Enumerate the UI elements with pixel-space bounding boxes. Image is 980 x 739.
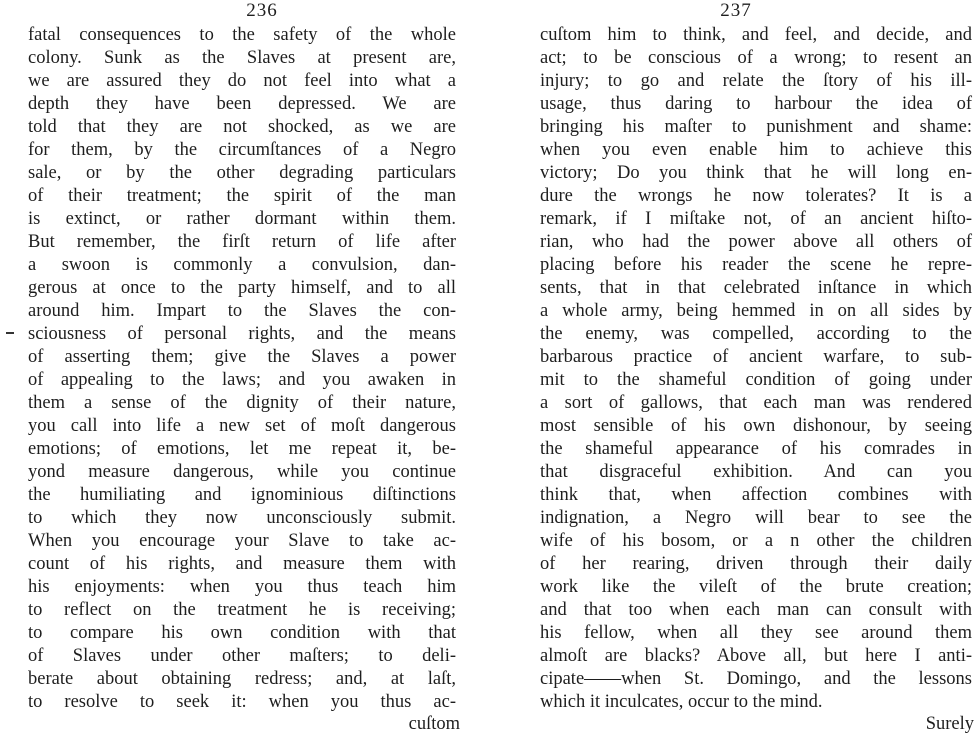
text-line: injury; to go and relate the ſtory of his ill- xyxy=(540,71,972,91)
left-page-text xyxy=(28,24,456,714)
right-catchword: Surely xyxy=(925,714,974,734)
text-line: the humiliating and ignominious diſtinctions xyxy=(28,485,456,505)
text-line: that disgraceful exhibition. And can you xyxy=(540,462,972,482)
text-line: placing before his reader the scene he repre- xyxy=(540,255,972,275)
text-line: almoſt are blacks? Above all, but here I anti- xyxy=(540,646,972,666)
text-line: think that, when affection combines with xyxy=(540,485,972,505)
text-line: usage, thus daring to harbour the idea of xyxy=(540,94,972,114)
left-page-number: 236 xyxy=(246,0,278,21)
text-line: to which they now unconsciously submit. xyxy=(28,508,456,528)
right-page-number: 237 xyxy=(720,0,752,21)
text-line: fatal consequences to the safety of the whole xyxy=(28,25,456,45)
text-line: the enemy, was compelled, according to the xyxy=(540,324,972,344)
text-line: indignation, a Negro will bear to see the xyxy=(540,508,972,528)
text-line: we are assured they do not feel into what a xyxy=(28,71,456,91)
text-line: colony. Sunk as the Slaves at present are, xyxy=(28,48,456,68)
text-line: mit to the shameful condition of going under xyxy=(540,370,972,390)
text-line: to resolve to seek it: when you thus ac- xyxy=(28,692,456,712)
text-line: them a sense of the dignity of their nature, xyxy=(28,393,456,413)
text-line: a sort of gallows, that each man was rendered xyxy=(540,393,972,413)
text-line: act; to be conscious of a wrong; to resent an xyxy=(540,48,972,68)
text-line: sale, or by the other degrading particulars xyxy=(28,163,456,183)
text-line: of their treatment; the spirit of the man xyxy=(28,186,456,206)
text-line: work like the vileſt of the brute creation; xyxy=(540,577,972,597)
text-line: told that they are not shocked, as we are xyxy=(28,117,456,137)
text-line: a whole army, being hemmed in on all sides by xyxy=(540,301,972,321)
text-line: to reflect on the treatment he is receiving; xyxy=(28,600,456,620)
text-line: is extinct, or rather dormant within them. xyxy=(28,209,456,229)
text-line: a swoon is commonly a convulsion, dan- xyxy=(28,255,456,275)
text-line: wife of his bosom, or a n other the children xyxy=(540,531,972,551)
text-line: barbarous practice of ancient warfare, to sub- xyxy=(540,347,972,367)
text-line: to compare his own condition with that xyxy=(28,623,456,643)
text-line: rian, who had the power above all others of xyxy=(540,232,972,252)
text-line: victory; Do you think that he will long en- xyxy=(540,163,972,183)
text-line: count of his rights, and measure them with xyxy=(28,554,456,574)
text-line: cipate——when St. Domingo, and the lessons xyxy=(540,669,972,689)
text-line: of her rearing, driven through their daily xyxy=(540,554,972,574)
text-line: the shameful appearance of his comrades in xyxy=(540,439,972,459)
text-line: bringing his maſter to punishment and shame: xyxy=(540,117,972,137)
text-line: When you encourage your Slave to take ac- xyxy=(28,531,456,551)
text-line: sciousness of personal rights, and the means xyxy=(28,324,456,344)
text-line: remark, if I miſtake not, of an ancient hiſto- xyxy=(540,209,972,229)
margin-dash-mark xyxy=(6,332,14,334)
text-line: you call into life a new set of moſt dangerous xyxy=(28,416,456,436)
right-page-text xyxy=(540,24,972,714)
text-line: cuſtom him to think, and feel, and decide, and xyxy=(540,25,972,45)
text-line: for them, by the circumſtances of a Negro xyxy=(28,140,456,160)
text-line: of Slaves under other maſters; to deli- xyxy=(28,646,456,666)
text-line: of asserting them; give the Slaves a power xyxy=(28,347,456,367)
text-line: dure the wrongs he now tolerates? It is a xyxy=(540,186,972,206)
text-line: gerous at once to the party himself, and to all xyxy=(28,278,456,298)
left-page xyxy=(28,0,460,739)
text-line: his enjoyments: when you thus teach him xyxy=(28,577,456,597)
text-line: his fellow, when all they see around them xyxy=(540,623,972,643)
text-line: But remember, the firſt return of life after xyxy=(28,232,456,252)
text-line: around him. Impart to the Slaves the con- xyxy=(28,301,456,321)
text-line: sents, that in that celebrated inſtance in which xyxy=(540,278,972,298)
text-line: of appealing to the laws; and you awaken in xyxy=(28,370,456,390)
text-line: berate about obtaining redress; and, at laſt, xyxy=(28,669,456,689)
right-page xyxy=(540,0,972,739)
text-line: which it inculcates, occur to the mind. xyxy=(540,692,823,712)
text-line: yond measure dangerous, while you continue xyxy=(28,462,456,482)
text-line: and that too when each man can consult with xyxy=(540,600,972,620)
left-catchword: cuſtom xyxy=(408,714,460,734)
text-line: depth they have been depressed. We are xyxy=(28,94,456,114)
text-line: most sensible of his own dishonour, by seeing xyxy=(540,416,972,436)
text-line: when you even enable him to achieve this xyxy=(540,140,972,160)
text-line: emotions; of emotions, let me repeat it, be- xyxy=(28,439,456,459)
